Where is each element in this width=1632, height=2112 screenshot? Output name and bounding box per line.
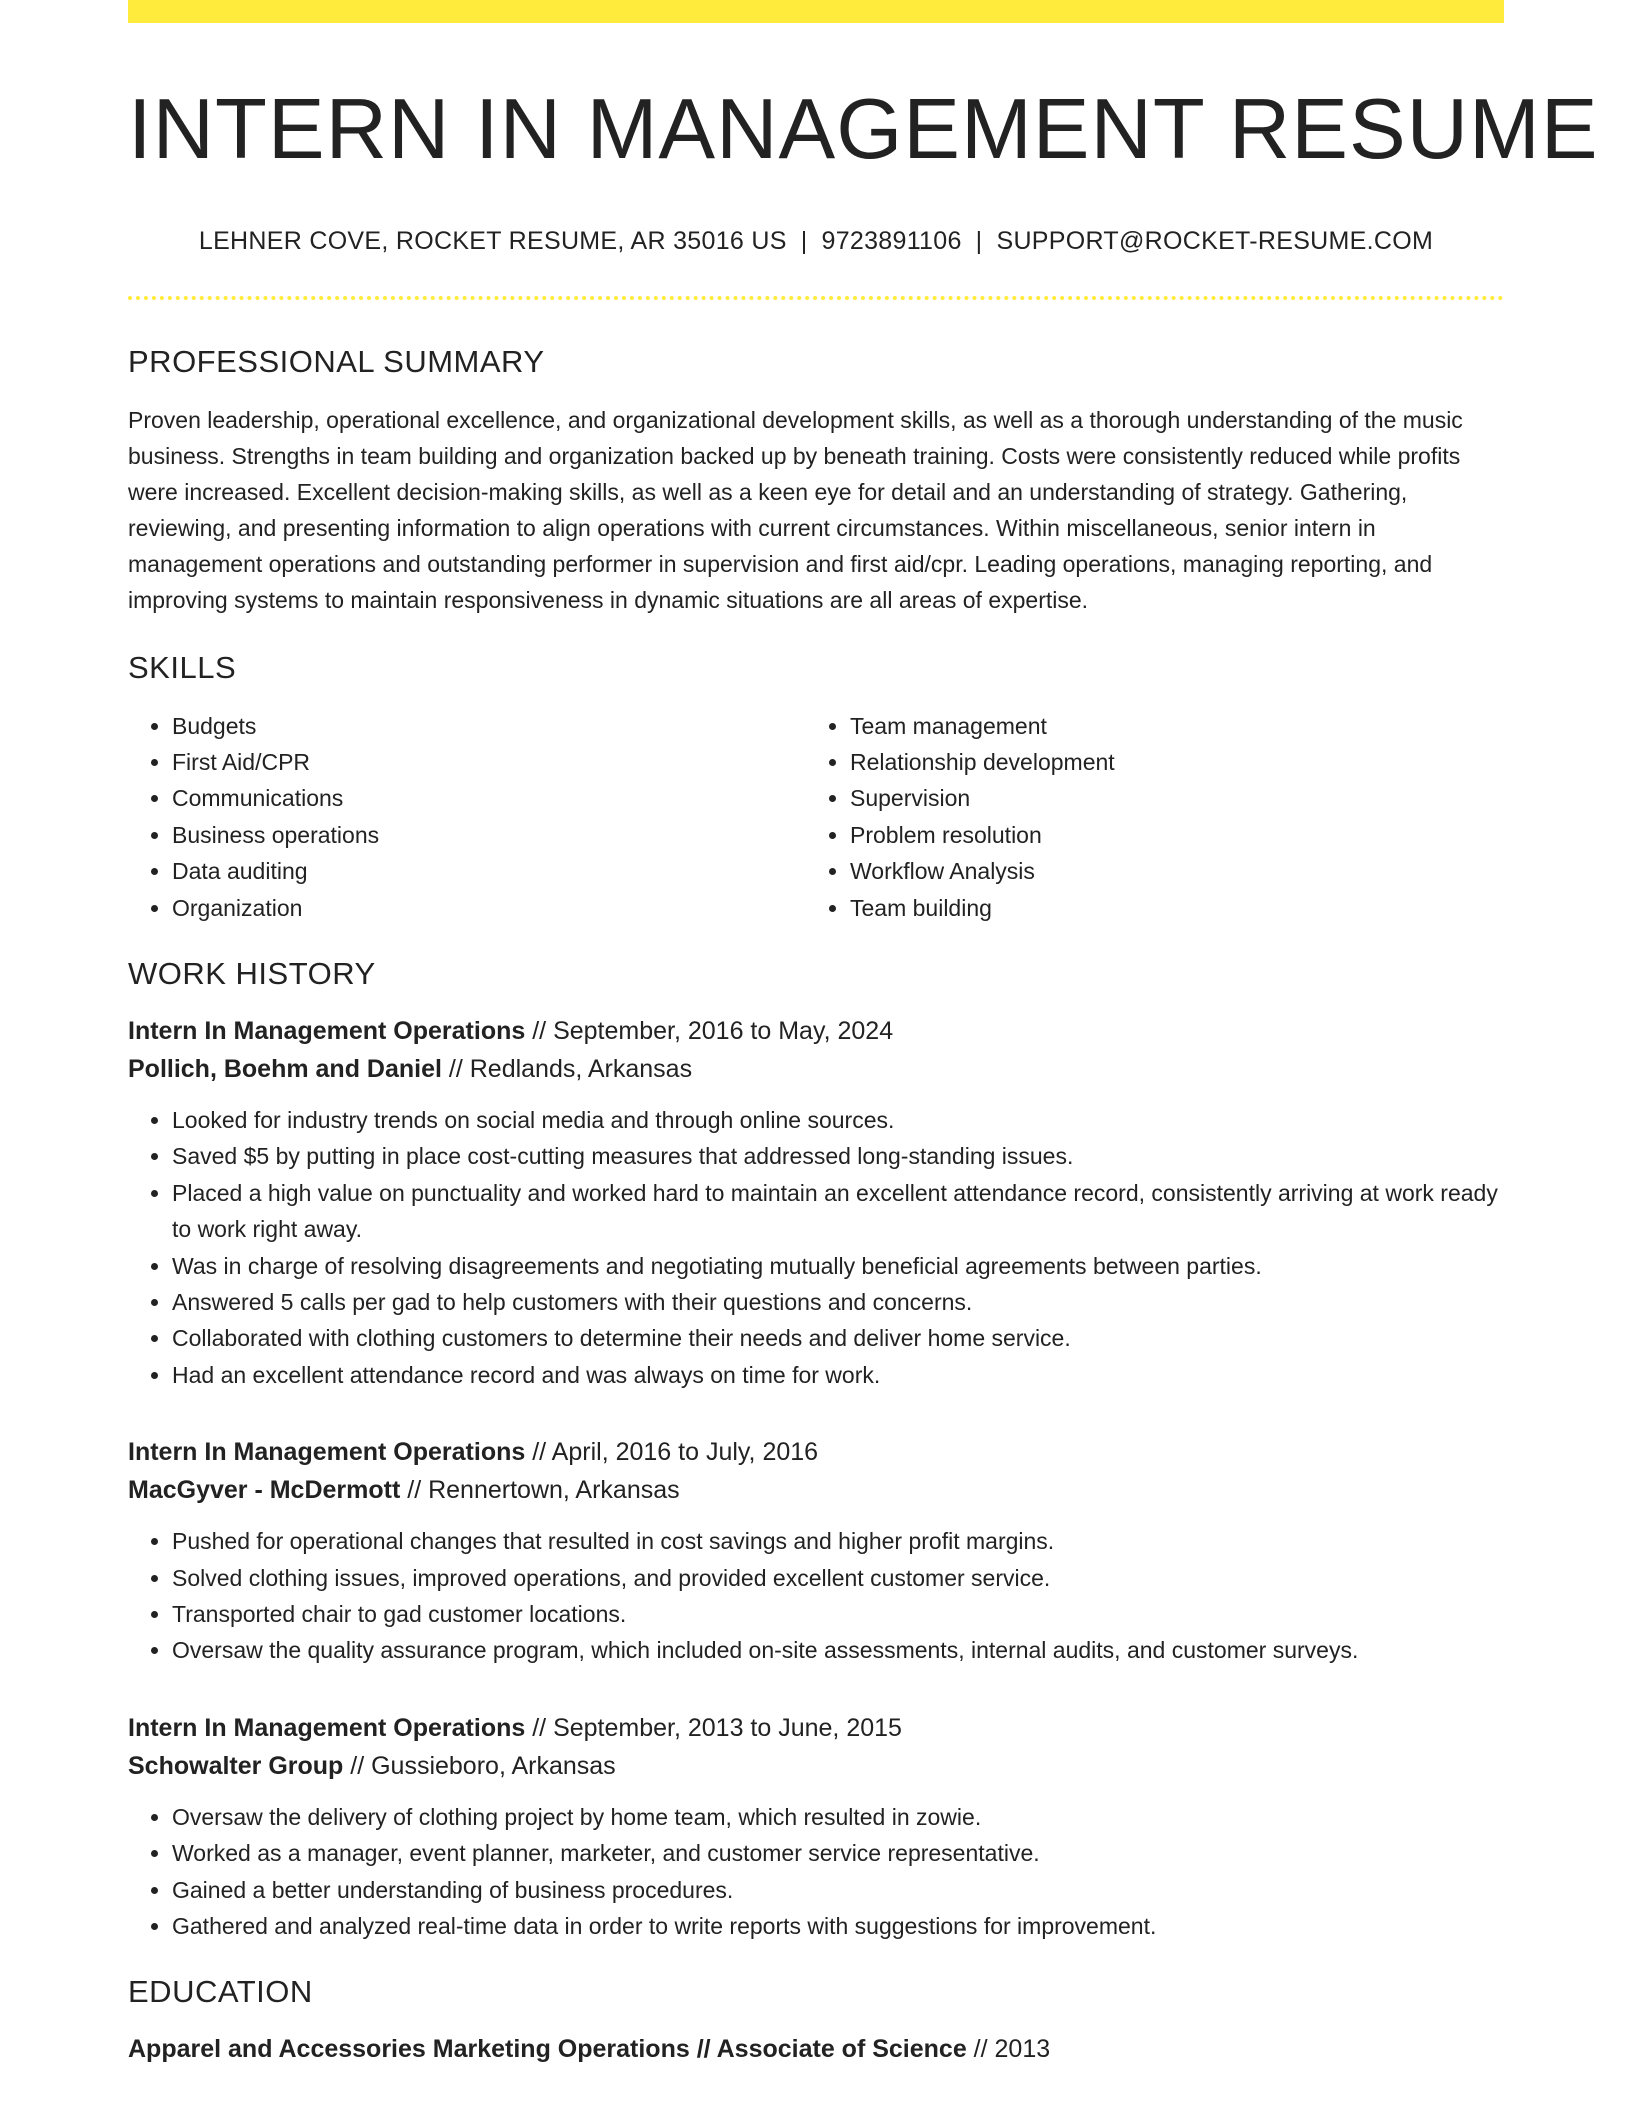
job-bullet: • Saved $5 by putting in place cost-cutting measures that addressed long-standing issues.	[172, 1138, 1504, 1174]
job-bullet: • Looked for industry trends on social media and through online sources.	[172, 1102, 1504, 1138]
skill-item: • Team building	[850, 890, 1484, 926]
job-bullets	[128, 1799, 1504, 1945]
education-line	[128, 2030, 1504, 2068]
job-location: // Gussieboro, Arkansas	[343, 1751, 616, 1780]
job-bullet: • Had an excellent attendance record and was always on time for work.	[172, 1357, 1504, 1393]
dotted-divider	[128, 296, 1504, 300]
summary-heading: PROFESSIONAL SUMMARY	[128, 343, 545, 379]
skills-grid	[128, 708, 1504, 926]
contact-separator: |	[975, 226, 983, 255]
contact-address: LEHNER COVE, ROCKET RESUME, AR 35016 US	[198, 226, 787, 255]
job-bullets	[128, 1102, 1504, 1393]
contact-line	[128, 227, 1504, 256]
job-bullet: • Pushed for operational changes that resulted in cost savings and higher profit margins.	[172, 1523, 1504, 1559]
job-title: Intern In Management Operations	[128, 1438, 526, 1467]
resume-page	[128, 0, 1599, 2068]
skills-column-left	[128, 708, 806, 926]
skill-item: • Workflow Analysis	[850, 853, 1484, 889]
skill-item: • Supervision	[850, 780, 1484, 816]
job-bullet: • Placed a high value on punctuality and worked hard to maintain an excellent attendance record, consistently arriving at work ready to work right away.	[172, 1175, 1504, 1248]
skill-item: • Data auditing	[172, 853, 806, 889]
skill-item: • Budgets	[172, 708, 806, 744]
job-location: // Redlands, Arkansas	[441, 1054, 693, 1083]
job-bullet: • Was in charge of resolving disagreements and negotiating mutually beneficial agreements between parties.	[172, 1248, 1504, 1284]
skill-item: • Relationship development	[850, 744, 1484, 780]
skills-list-left	[128, 708, 806, 926]
education-degree: Apparel and Accessories Marketing Operations // Associate of Science	[128, 2035, 967, 2064]
job-company: Pollich, Boehm and Daniel	[128, 1054, 442, 1083]
contact-email: SUPPORT@ROCKET-RESUME.COM	[996, 226, 1434, 255]
skill-item: • Problem resolution	[850, 817, 1484, 853]
contact-separator: |	[800, 226, 808, 255]
skill-item: • First Aid/CPR	[172, 744, 806, 780]
job-company-line	[128, 1471, 1504, 1509]
job-location: // Rennertown, Arkansas	[400, 1476, 680, 1505]
job-company: MacGyver - McDermott	[128, 1476, 401, 1505]
job-company-line	[128, 1747, 1504, 1785]
job-bullet: • Worked as a manager, event planner, marketer, and customer service representative.	[172, 1835, 1504, 1871]
education-year: // 2013	[966, 2035, 1051, 2064]
skills-heading: SKILLS	[128, 649, 237, 685]
job-dates: // April, 2016 to July, 2016	[525, 1438, 819, 1467]
resume-title: INTERN IN MANAGEMENT RESUME	[128, 82, 1599, 177]
job-dates: // September, 2013 to June, 2015	[525, 1713, 902, 1742]
skill-item: • Team management	[850, 708, 1484, 744]
job-title-line	[128, 1433, 1504, 1471]
job-bullet: • Answered 5 calls per gad to help customers with their questions and concerns.	[172, 1284, 1504, 1320]
job-company: Schowalter Group	[128, 1751, 344, 1780]
job-bullet: • Gathered and analyzed real-time data in order to write reports with suggestions for improvement.	[172, 1908, 1504, 1944]
skills-column-right	[806, 708, 1484, 926]
job-bullet: • Gained a better understanding of business procedures.	[172, 1872, 1504, 1908]
job-title: Intern In Management Operations	[128, 1713, 526, 1742]
skill-item: • Business operations	[172, 817, 806, 853]
work-history-heading: WORK HISTORY	[128, 955, 376, 991]
job-bullet: • Oversaw the quality assurance program, which included on-site assessments, internal audits, and customer surveys.	[172, 1632, 1504, 1668]
top-accent-bar	[128, 0, 1504, 23]
job-title: Intern In Management Operations	[128, 1016, 526, 1045]
skills-list-right	[806, 708, 1484, 926]
job-entry	[128, 1709, 1504, 1945]
skill-item: • Organization	[172, 890, 806, 926]
job-title-line	[128, 1012, 1504, 1050]
skill-item: • Communications	[172, 780, 806, 816]
contact-phone: 9723891106	[821, 226, 962, 255]
job-dates: // September, 2016 to May, 2024	[525, 1016, 894, 1045]
job-entry	[128, 1012, 1504, 1393]
job-bullet: • Solved clothing issues, improved operations, and provided excellent customer service.	[172, 1560, 1504, 1596]
job-entry	[128, 1433, 1504, 1669]
summary-text: Proven leadership, operational excellence, and organizational development skills, as well as a thorough understanding of the music business. Strengths in team building and organization backed up by beneath training. Costs were consistently reduced while profits were increased. Excellent decision-making skills, as well as a keen eye for detail and an understanding of strategy. Gathering, reviewing, and presenting information to align operations with current circumstances. Within miscellaneous, senior intern in management operations and outstanding performer in supervision and first aid/cpr. Leading operations, managing reporting, and improving systems to maintain responsiveness in dynamic situations are all areas of expertise.	[128, 406, 1463, 613]
job-company-line	[128, 1050, 1504, 1088]
job-bullets	[128, 1523, 1504, 1669]
job-bullet: • Oversaw the delivery of clothing project by home team, which resulted in zowie.	[172, 1799, 1504, 1835]
job-bullet: • Transported chair to gad customer locations.	[172, 1596, 1504, 1632]
job-bullet: • Collaborated with clothing customers to determine their needs and deliver home service.	[172, 1320, 1504, 1356]
education-heading: EDUCATION	[128, 1974, 313, 2010]
job-title-line	[128, 1709, 1504, 1747]
